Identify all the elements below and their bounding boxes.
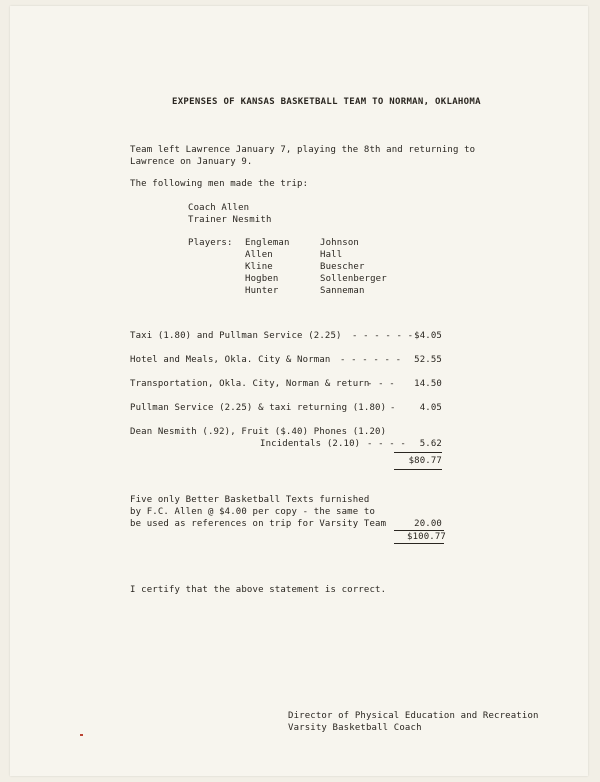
misc-expense-leader: - - - - [367,439,406,449]
total-underline [394,543,444,544]
expense-leader: - - - - - - [352,331,414,341]
expense-leader: - [390,403,396,413]
texts-line-2: by F.C. Allen @ $4.00 per copy - the same to [130,507,376,517]
expense-amount: 52.55 [414,355,442,365]
subtotal-underline [394,469,442,470]
certification-statement: I certify that the above statement is correct. [130,585,387,595]
intro-line-2: Lawrence on January 9. [130,157,253,167]
player-name: Hunter [245,286,279,296]
signature-title-line-1: Director of Physical Education and Recreation [288,711,539,721]
document-title: EXPENSES OF KANSAS BASKETBALL TEAM TO NORMAN, OKLAHOMA [172,97,481,107]
player-name: Buescher [320,262,365,272]
expense-amount: 4.05 [419,403,442,413]
document-page [10,6,588,776]
player-name: Engleman [245,238,290,248]
texts-amount: 20.00 [414,519,442,529]
misc-expense-line-2: Incidentals (2.10) [260,439,361,449]
texts-line-3: be used as references on trip for Varsity Team [130,519,387,529]
player-name: Kline [245,262,273,272]
expense-label: Pullman Service (2.25) & taxi returning (1.80) [130,403,387,413]
player-name: Johnson [320,238,359,248]
subtotal-rule [394,452,442,453]
player-name: Hall [320,250,343,260]
expense-leader: - - - - - - [340,355,402,365]
trip-heading: The following men made the trip: [130,179,309,189]
expense-amount: $4.05 [414,331,442,341]
signature-title-line-2: Varsity Basketball Coach [288,723,422,733]
total-amount: $100.77 [407,532,446,542]
misc-expense-line-1: Dean Nesmith (.92), Fruit ($.40) Phones (1.20) [130,427,387,437]
players-label: Players: [188,238,233,248]
texts-line-1: Five only Better Basketball Texts furnished [130,495,370,505]
ink-mark [80,734,83,736]
staff-coach: Coach Allen [188,203,250,213]
misc-expense-amount: 5.62 [419,439,442,449]
staff-trainer: Trainer Nesmith [188,215,272,225]
player-name: Sollenberger [320,274,387,284]
player-name: Sanneman [320,286,365,296]
expense-amount: 14.50 [414,379,442,389]
player-name: Hogben [245,274,279,284]
subtotal-amount: $80.77 [408,456,442,466]
expense-label: Taxi (1.80) and Pullman Service (2.25) [130,331,342,341]
expense-label: Transportation, Okla. City, Norman & return [130,379,370,389]
player-name: Allen [245,250,273,260]
expense-label: Hotel and Meals, Okla. City & Norman [130,355,331,365]
expense-leader: - - - [367,379,395,389]
intro-line-1: Team left Lawrence January 7, playing the 8th and returning to [130,145,476,155]
